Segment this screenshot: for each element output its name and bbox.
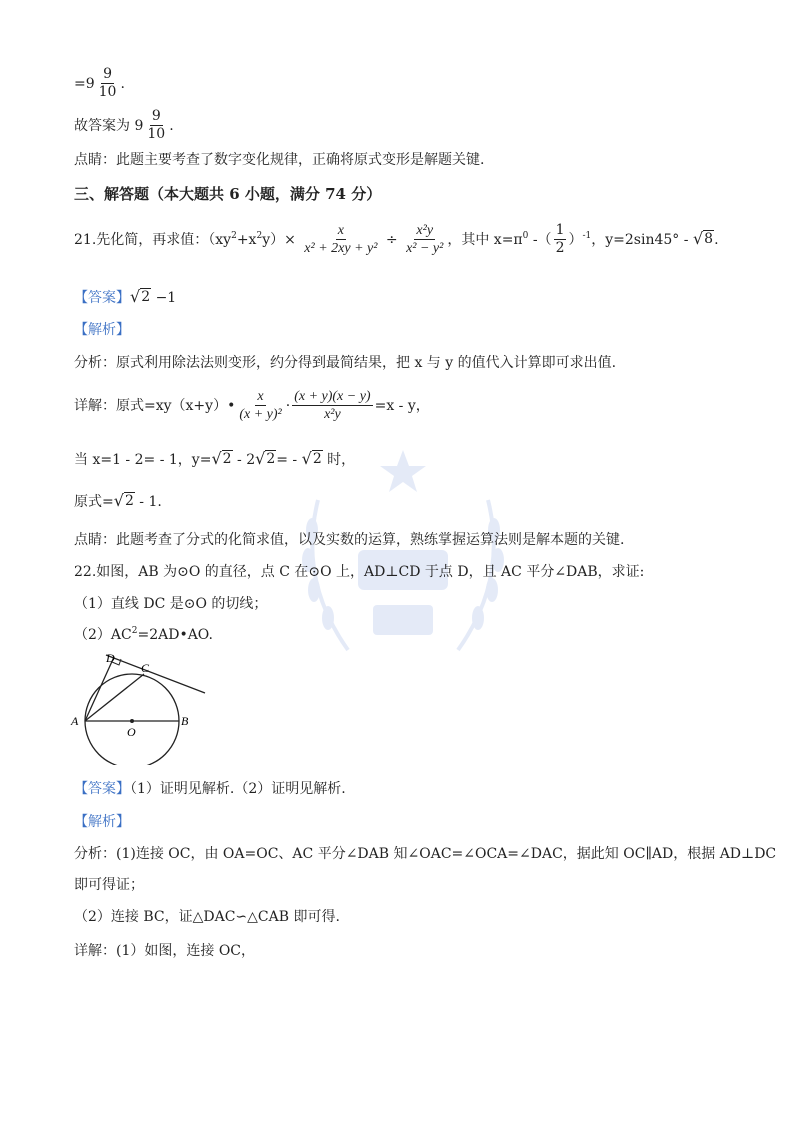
- sqrt-2: √ 2: [113, 491, 134, 511]
- sub-text: - 2: [232, 452, 256, 469]
- detail-lead: 详解：原式=xy（x+y）•: [74, 397, 236, 414]
- q21-lead: 21.先化简，再求值：（xy: [74, 231, 232, 248]
- q21-condition: -（: [528, 231, 552, 248]
- comment-line: 点睛：此题主要考查了数字变化规律，正确将原式变形是解题关键.: [74, 152, 485, 168]
- fraction-numerator: 1: [554, 222, 567, 240]
- result-suffix: .: [120, 75, 125, 92]
- answer-22: [74, 782, 346, 796]
- q21-close: y）×: [262, 231, 296, 248]
- sub-text: 时，: [322, 452, 356, 469]
- dot-sign: ·: [285, 397, 291, 414]
- answer-21: [74, 288, 176, 305]
- answer-tag: 【答案】: [74, 290, 130, 307]
- fraction-numerator: 9: [150, 108, 163, 126]
- sqrt-2: √ 2: [255, 449, 276, 469]
- detail-21: [74, 388, 430, 424]
- answer-text: （1）证明见解析.（2）证明见解析.: [130, 781, 346, 797]
- answer-suffix: .: [169, 117, 174, 134]
- fraction-denominator: x²y: [324, 407, 341, 423]
- part2-text: =2AD•AO.: [137, 627, 213, 643]
- label-o: O: [127, 725, 136, 739]
- analysis-22-line-2: 即可得证；: [74, 877, 144, 893]
- label-c: C: [141, 661, 150, 675]
- fraction-denominator: 2: [555, 240, 565, 257]
- answer-tag: 【答案】: [74, 781, 130, 797]
- result-text: 原式=: [74, 494, 114, 511]
- part2-exp: 2: [131, 626, 138, 636]
- sqrt-8: √ 8: [692, 228, 714, 248]
- q21-condition: ，其中 x=π: [447, 231, 523, 248]
- detail-fraction-1: [237, 388, 283, 424]
- fraction-denominator: x² − y²: [406, 241, 444, 257]
- analysis-tag: 【解析】: [74, 322, 130, 338]
- question-22-part-1: （1）直线 DC 是⊙O 的切线；: [74, 596, 268, 612]
- q21-fraction-2: [404, 222, 445, 258]
- fraction-numerator: (x + y)(x − y): [292, 388, 372, 406]
- question-21: [74, 222, 719, 258]
- radicand: 2: [222, 451, 232, 467]
- sqrt-2: √ 2: [301, 449, 322, 469]
- result-prefix: =9: [74, 75, 95, 92]
- result-fraction: [97, 66, 119, 102]
- part2-text: （2）AC: [74, 627, 132, 643]
- q21-exp: -1: [582, 230, 592, 241]
- detail-tail: =x - y，: [374, 397, 430, 414]
- question-22-part-2: [74, 628, 213, 642]
- segment-ad: [85, 657, 114, 721]
- fraction-denominator: 10: [147, 126, 166, 143]
- label-b: B: [181, 714, 189, 728]
- result-text: - 1.: [134, 494, 162, 511]
- center-point: [130, 719, 134, 723]
- analysis-22-line-1: 分析：(1)连接 OC，由 OA=OC、AC 平分∠DAB 知∠OAC=∠OCA=∠DAC，据此知 OC∥AD，根据 AD⊥DC: [74, 846, 777, 862]
- fraction-numerator: x: [336, 222, 346, 240]
- result-line: [74, 66, 125, 102]
- section-heading: 三、解答题（本大题共 6 小题，满分 74 分）: [74, 185, 382, 203]
- q21-fraction-1: [302, 222, 379, 258]
- label-a: A: [71, 714, 79, 728]
- result-21: [74, 492, 162, 509]
- fraction-denominator: x² + 2xy + y²: [304, 241, 378, 257]
- q21-plus: +x: [236, 231, 257, 248]
- radicand: 2: [266, 451, 276, 467]
- fraction-denominator: (x + y)²: [239, 407, 282, 423]
- sqrt-2: √ 2: [211, 449, 232, 469]
- substitution-21: [74, 450, 355, 467]
- comment-21: 点睛：此题考查了分式的化简求值，以及实数的运算，熟练掌握运算法则是解本题的关键.: [74, 532, 625, 548]
- q21-condition: ）: [568, 231, 583, 248]
- q21-fraction-3: [554, 222, 567, 258]
- radicand: 8: [704, 230, 714, 247]
- segment-ac: [85, 674, 144, 721]
- q21-end: .: [714, 231, 719, 248]
- analysis-21: 分析：原式利用除法法则变形，约分得到最简结果，把 x 与 y 的值代入计算即可求出值.: [74, 355, 617, 371]
- sub-text: = -: [276, 452, 302, 469]
- radicand: 2: [124, 493, 134, 509]
- question-22: 22.如图，AB 为⊙O 的直径，点 C 在⊙O 上，AD⊥CD 于点 D，且 AC 平分∠DAB，求证:: [74, 564, 645, 580]
- fraction-numerator: 9: [101, 66, 114, 84]
- analysis-22-line-3: （2）连接 BC，证△DAC∽△CAB 即可得.: [74, 909, 340, 925]
- q21-exp: 0: [522, 230, 529, 241]
- radicand: 2: [141, 289, 151, 305]
- radicand: 2: [312, 451, 322, 467]
- geometry-figure: [68, 650, 218, 765]
- label-d: D: [106, 651, 115, 665]
- sqrt-2: √ 2: [130, 287, 151, 307]
- q21-exp: 2: [231, 230, 237, 241]
- detail-22: 详解：(1）如图，连接 OC，: [74, 943, 256, 959]
- divide-sign: ÷: [385, 231, 398, 248]
- answer-prefix: 故答案为 9: [74, 117, 144, 134]
- sub-text: 当 x=1 - 2= - 1，y=: [74, 452, 212, 469]
- fraction-denominator: 10: [98, 84, 117, 101]
- answer-tail: −1: [151, 290, 177, 307]
- answer-fraction: [145, 108, 167, 144]
- q21-exp: 2: [256, 230, 263, 241]
- answer-line: [74, 108, 174, 144]
- fraction-numerator: x²y: [414, 222, 435, 240]
- fraction-numerator: x: [255, 388, 265, 406]
- detail-fraction-2: [292, 388, 372, 424]
- q21-condition: ，y=2sin45° -: [591, 231, 693, 248]
- analysis-tag: 【解析】: [74, 814, 130, 830]
